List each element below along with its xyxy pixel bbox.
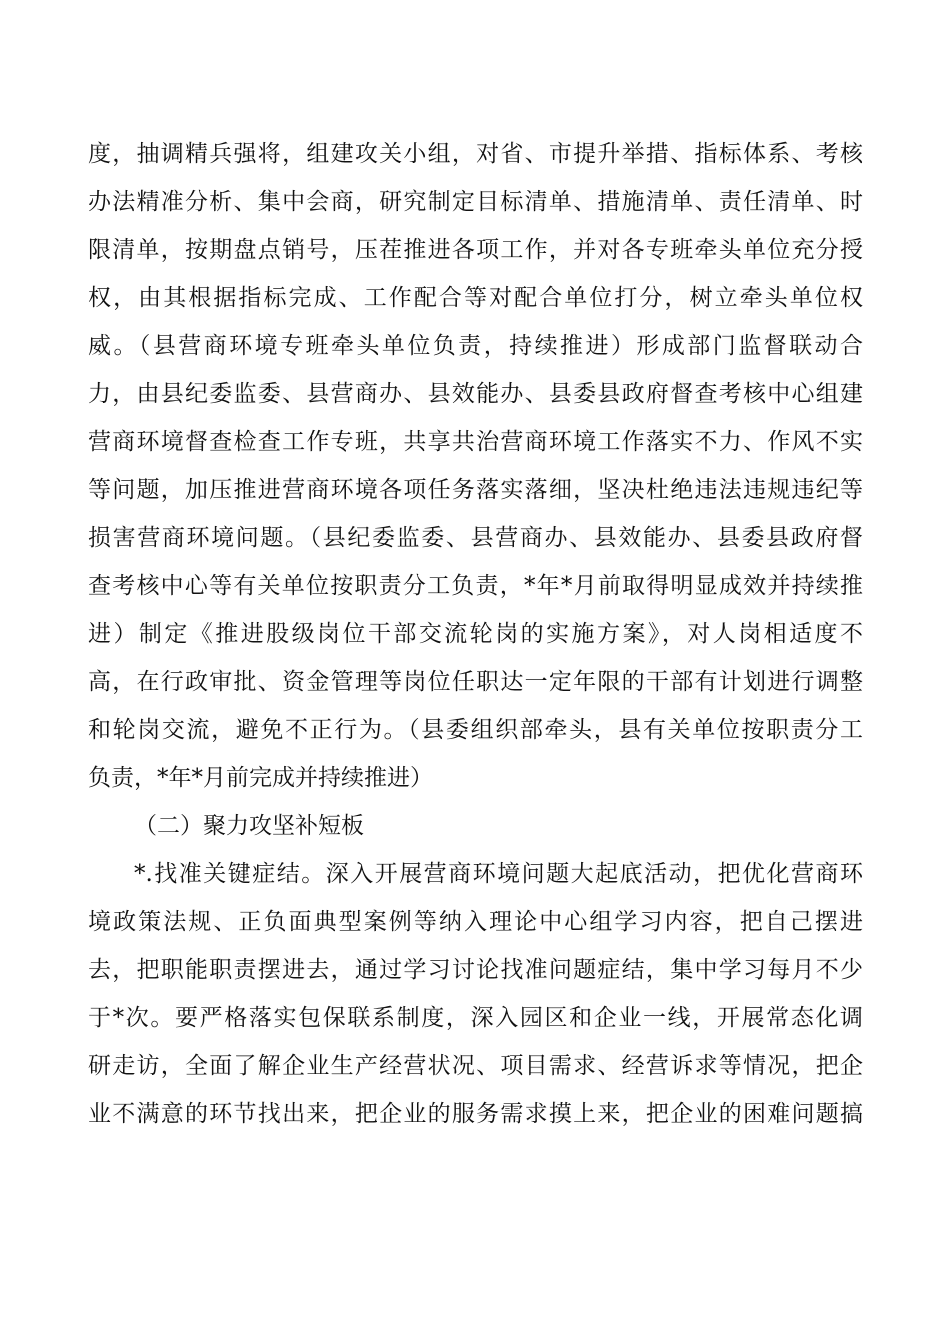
text-line: 力，由县纪委监委、县营商办、县效能办、县委县政府督查考核中心组建: [88, 381, 863, 407]
document-body: [88, 130, 863, 1138]
text-line: 进）制定《推进股级岗位干部交流轮岗的实施方案》，对人岗相适度不: [88, 621, 863, 647]
text-line: 等问题，加压推进营商环境各项任务落实落细，坚决杜绝违法违规违纪等: [88, 477, 863, 503]
text-line: 研走访，全面了解企业生产经营状况、项目需求、经营诉求等情况，把企: [88, 1053, 863, 1079]
text-line: 负责，*年*月前完成并持续推进）: [88, 765, 433, 791]
text-line: 办法精准分析、集中会商，研究制定目标清单、措施清单、责任清单、时: [88, 189, 863, 215]
text-line: 营商环境督查检查工作专班，共享共治营商环境工作落实不力、作风不实: [88, 429, 863, 455]
text-line: 损害营商环境问题。（县纪委监委、县营商办、县效能办、县委县政府督: [88, 525, 863, 551]
text-line: 和轮岗交流，避免不正行为。（县委组织部牵头，县有关单位按职责分工: [88, 717, 863, 743]
paragraph-key-issues: [88, 850, 863, 1138]
paragraph-continued: [88, 130, 863, 802]
text-line: 限清单，按期盘点销号，压茬推进各项工作，并对各专班牵头单位充分授: [88, 237, 863, 263]
text-line: 权，由其根据指标完成、工作配合等对配合单位打分，树立牵头单位权: [88, 285, 863, 311]
text-line: 去，把职能职责摆进去，通过学习讨论找准问题症结，集中学习每月不少: [88, 957, 863, 983]
text-line: 业不满意的环节找出来，把企业的服务需求摸上来，把企业的困难问题搞: [88, 1101, 863, 1127]
text-line: 查考核中心等有关单位按职责分工负责，*年*月前取得明显成效并持续推: [88, 573, 863, 599]
text-line: 度，抽调精兵强将，组建攻关小组，对省、市提升举措、指标体系、考核: [88, 141, 863, 167]
text-line: 于*次。要严格落实包保联系制度，深入园区和企业一线，开展常态化调: [88, 1005, 863, 1031]
text-line: *.找准关键症结。深入开展营商环境问题大起底活动，把优化营商环: [134, 861, 863, 887]
text-line: 威。（县营商环境专班牵头单位负责，持续推进）形成部门监督联动合: [88, 333, 863, 359]
text-line: 高，在行政审批、资金管理等岗位任职达一定年限的干部有计划进行调整: [88, 669, 863, 695]
section-heading: （二）聚力攻坚补短板: [134, 813, 364, 839]
text-line: 境政策法规、正负面典型案例等纳入理论中心组学习内容，把自己摆进: [88, 909, 863, 935]
